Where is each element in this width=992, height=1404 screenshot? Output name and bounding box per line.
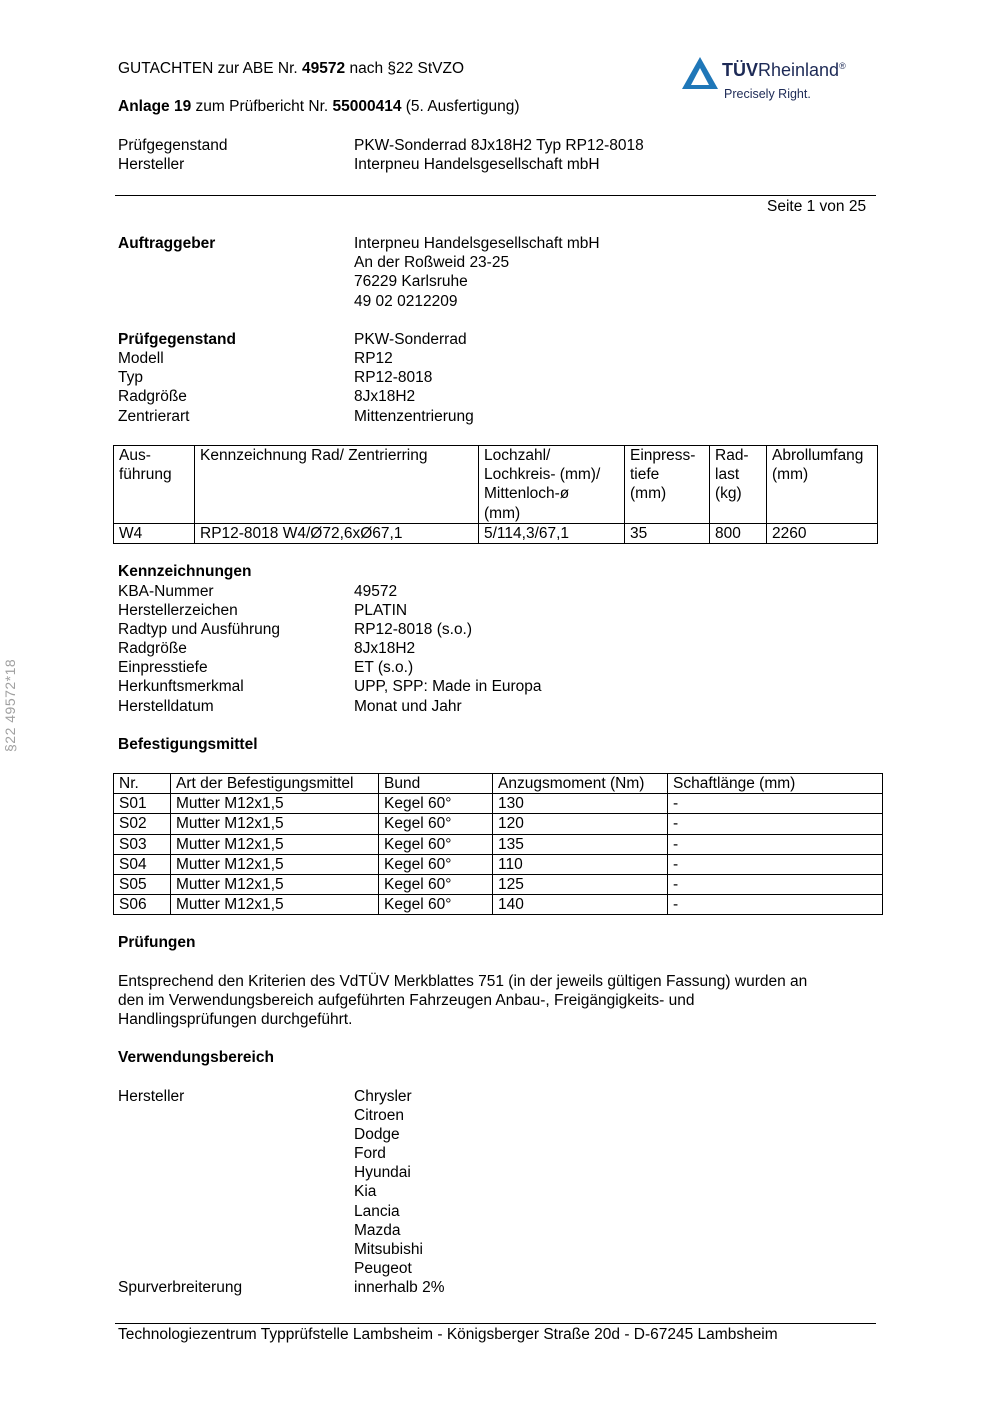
table-row xyxy=(114,834,883,854)
wheel-table-header-cell: Lochzahl/ Lochkreis- (mm)/ Mittenloch-ø (mm) xyxy=(479,446,625,524)
table-row xyxy=(114,895,883,915)
report-title-suffix: nach §22 StVZO xyxy=(345,60,465,77)
track-widening-label: Spurverbreiterung xyxy=(118,1279,243,1296)
report-title xyxy=(118,59,464,78)
client-line-4: 49 02 0212209 xyxy=(354,293,458,310)
fastener-cell: Mutter M12x1,5 xyxy=(171,794,379,814)
report-title-prefix: GUTACHTEN zur ABE Nr. xyxy=(118,60,303,77)
fastener-cell: Mutter M12x1,5 xyxy=(171,814,379,834)
fastener-cell: 135 xyxy=(493,834,668,854)
subject-row-value: RP12 xyxy=(354,350,393,367)
marking-value: 8Jx18H2 xyxy=(354,640,416,657)
fasteners-title: Befestigungsmittel xyxy=(118,736,258,753)
subject-label: Prüfgegenstand xyxy=(118,331,236,348)
client-line-1: Interpneu Handelsgesellschaft mbH xyxy=(354,235,600,252)
marking-label: Radtyp und Ausführung xyxy=(118,621,281,638)
table-row xyxy=(114,523,878,543)
fastener-cell: Kegel 60° xyxy=(379,895,493,915)
usage-maker: Mitsubishi xyxy=(354,1241,423,1258)
marking-value: RP12-8018 (s.o.) xyxy=(354,621,473,638)
usage-maker: Mazda xyxy=(354,1222,401,1239)
marking-label: Radgröße xyxy=(118,640,187,657)
wheel-table-cell: 5/114,3/67,1 xyxy=(479,523,625,543)
fastener-cell: Kegel 60° xyxy=(379,794,493,814)
fastener-cell: Mutter M12x1,5 xyxy=(171,895,379,915)
header-divider xyxy=(115,195,876,196)
tests-text-line: den im Verwendungsbereich aufgeführten Fahrzeugen Anbau-, Freigängigkeits- und xyxy=(118,992,695,1009)
subject-row-label: Zentrierart xyxy=(118,408,190,425)
footer-address: Technologiezentrum Typprüfstelle Lambsheim - Königsberger Straße 20d - D-67245 Lambsheim xyxy=(118,1326,778,1343)
annex-line xyxy=(118,97,520,116)
wheel-table-cell: RP12-8018 W4/Ø72,6xØ67,1 xyxy=(195,523,479,543)
report-number: 55000414 xyxy=(332,98,402,115)
fastener-cell: 120 xyxy=(493,814,668,834)
usage-maker: Hyundai xyxy=(354,1164,411,1181)
table-row xyxy=(114,814,883,834)
fasteners-header-cell: Bund xyxy=(379,774,493,794)
fastener-cell: - xyxy=(668,794,883,814)
tuv-triangle-logo-icon xyxy=(680,55,720,93)
fastener-cell: 110 xyxy=(493,854,668,874)
marking-value: PLATIN xyxy=(354,602,408,619)
side-reference-text: §22 49572*18 xyxy=(2,658,18,752)
marking-label: Einpresstiefe xyxy=(118,659,208,676)
footer-divider xyxy=(115,1323,876,1324)
fastener-cell: Mutter M12x1,5 xyxy=(171,875,379,895)
client-label: Auftraggeber xyxy=(118,235,216,252)
usage-maker: Ford xyxy=(354,1145,386,1162)
tests-title: Prüfungen xyxy=(118,934,196,951)
fastener-cell: - xyxy=(668,834,883,854)
header-maker-value: Interpneu Handelsgesellschaft mbH xyxy=(354,156,600,173)
fastener-cell: - xyxy=(668,895,883,915)
client-line-2: An der Roßweid 23-25 xyxy=(354,254,510,271)
header-maker-label: Hersteller xyxy=(118,156,185,173)
fastener-cell: Mutter M12x1,5 xyxy=(171,854,379,874)
subject-value: PKW-Sonderrad xyxy=(354,331,467,348)
wheel-table xyxy=(113,445,878,544)
fastener-cell: S01 xyxy=(114,794,171,814)
subject-row-label: Radgröße xyxy=(118,388,187,405)
header-subject-label: Prüfgegenstand xyxy=(118,137,228,154)
marking-value: Monat und Jahr xyxy=(354,698,462,715)
fastener-cell: Mutter M12x1,5 xyxy=(171,834,379,854)
fastener-cell: Kegel 60° xyxy=(379,875,493,895)
fastener-cell: S03 xyxy=(114,834,171,854)
wheel-table-header-cell: Aus- führung xyxy=(114,446,195,524)
annex-suffix: (5. Ausfertigung) xyxy=(401,98,520,115)
logo-brand-bold: TÜV xyxy=(722,60,758,80)
tuv-logo-wordmark xyxy=(722,60,846,81)
tests-text-line: Entsprechend den Kriterien des VdTÜV Merkblattes 751 (in der jeweils gültigen Fassung) wurden an xyxy=(118,973,808,990)
annex-number: Anlage 19 xyxy=(118,98,192,115)
table-row xyxy=(114,854,883,874)
fastener-cell: Kegel 60° xyxy=(379,814,493,834)
fastener-cell: - xyxy=(668,854,883,874)
usage-maker: Lancia xyxy=(354,1203,400,1220)
fastener-cell: S05 xyxy=(114,875,171,895)
marking-label: KBA-Nummer xyxy=(118,583,214,600)
usage-maker: Kia xyxy=(354,1183,377,1200)
fastener-cell: S04 xyxy=(114,854,171,874)
wheel-table-header-cell: Rad- last (kg) xyxy=(710,446,767,524)
subject-row-value: RP12-8018 xyxy=(354,369,433,386)
wheel-table-header-cell: Abrollumfang (mm) xyxy=(767,446,878,524)
fasteners-header-cell: Anzugsmoment (Nm) xyxy=(493,774,668,794)
subject-row-label: Typ xyxy=(118,369,143,386)
table-row xyxy=(114,875,883,895)
marking-label: Herstellerzeichen xyxy=(118,602,238,619)
marking-label: Herkunftsmerkmal xyxy=(118,678,244,695)
page-number: Seite 1 von 25 xyxy=(767,198,867,215)
usage-maker: Dodge xyxy=(354,1126,400,1143)
wheel-table-cell: W4 xyxy=(114,523,195,543)
marking-value: ET (s.o.) xyxy=(354,659,414,676)
wheel-table-header-cell: Kennzeichnung Rad/ Zentrierring xyxy=(195,446,479,524)
usage-maker: Peugeot xyxy=(354,1260,412,1277)
fasteners-header-cell: Art der Befestigungsmittel xyxy=(171,774,379,794)
fastener-cell: S02 xyxy=(114,814,171,834)
abe-number: 49572 xyxy=(302,60,346,77)
fasteners-table xyxy=(113,773,883,915)
fastener-cell: 140 xyxy=(493,895,668,915)
fasteners-header-row xyxy=(114,774,883,794)
subject-row-value: 8Jx18H2 xyxy=(354,388,416,405)
subject-row-label: Modell xyxy=(118,350,164,367)
fastener-cell: 125 xyxy=(493,875,668,895)
fastener-cell: Kegel 60° xyxy=(379,854,493,874)
fastener-cell: 130 xyxy=(493,794,668,814)
tests-text-line: Handlingsprüfungen durchgeführt. xyxy=(118,1011,353,1028)
logo-tagline: Precisely Right. xyxy=(724,87,811,101)
track-widening-value: innerhalb 2% xyxy=(354,1279,445,1296)
wheel-table-cell: 2260 xyxy=(767,523,878,543)
client-line-3: 76229 Karlsruhe xyxy=(354,273,468,290)
logo-brand-rest: Rheinland xyxy=(758,60,840,80)
wheel-table-cell: 35 xyxy=(625,523,710,543)
marking-value: 49572 xyxy=(354,583,398,600)
wheel-table-header-cell: Einpress- tiefe (mm) xyxy=(625,446,710,524)
usage-maker: Citroen xyxy=(354,1107,404,1124)
table-row xyxy=(114,794,883,814)
fastener-cell: S06 xyxy=(114,895,171,915)
fastener-cell: - xyxy=(668,875,883,895)
usage-maker-label: Hersteller xyxy=(118,1088,185,1105)
fastener-cell: Kegel 60° xyxy=(379,834,493,854)
subject-row-value: Mittenzentrierung xyxy=(354,408,474,425)
wheel-table-cell: 800 xyxy=(710,523,767,543)
fastener-cell: - xyxy=(668,814,883,834)
marking-label: Herstelldatum xyxy=(118,698,214,715)
usage-title: Verwendungsbereich xyxy=(118,1049,274,1066)
wheel-table-header-row xyxy=(114,446,878,524)
fasteners-header-cell: Nr. xyxy=(114,774,171,794)
markings-title: Kennzeichnungen xyxy=(118,563,252,580)
fasteners-header-cell: Schaftlänge (mm) xyxy=(668,774,883,794)
annex-mid: zum Prüfbericht Nr. xyxy=(191,98,333,115)
logo-registered-mark: ® xyxy=(839,61,846,71)
header-subject-value: PKW-Sonderrad 8Jx18H2 Typ RP12-8018 xyxy=(354,137,644,154)
marking-value: UPP, SPP: Made in Europa xyxy=(354,678,542,695)
usage-maker: Chrysler xyxy=(354,1088,412,1105)
